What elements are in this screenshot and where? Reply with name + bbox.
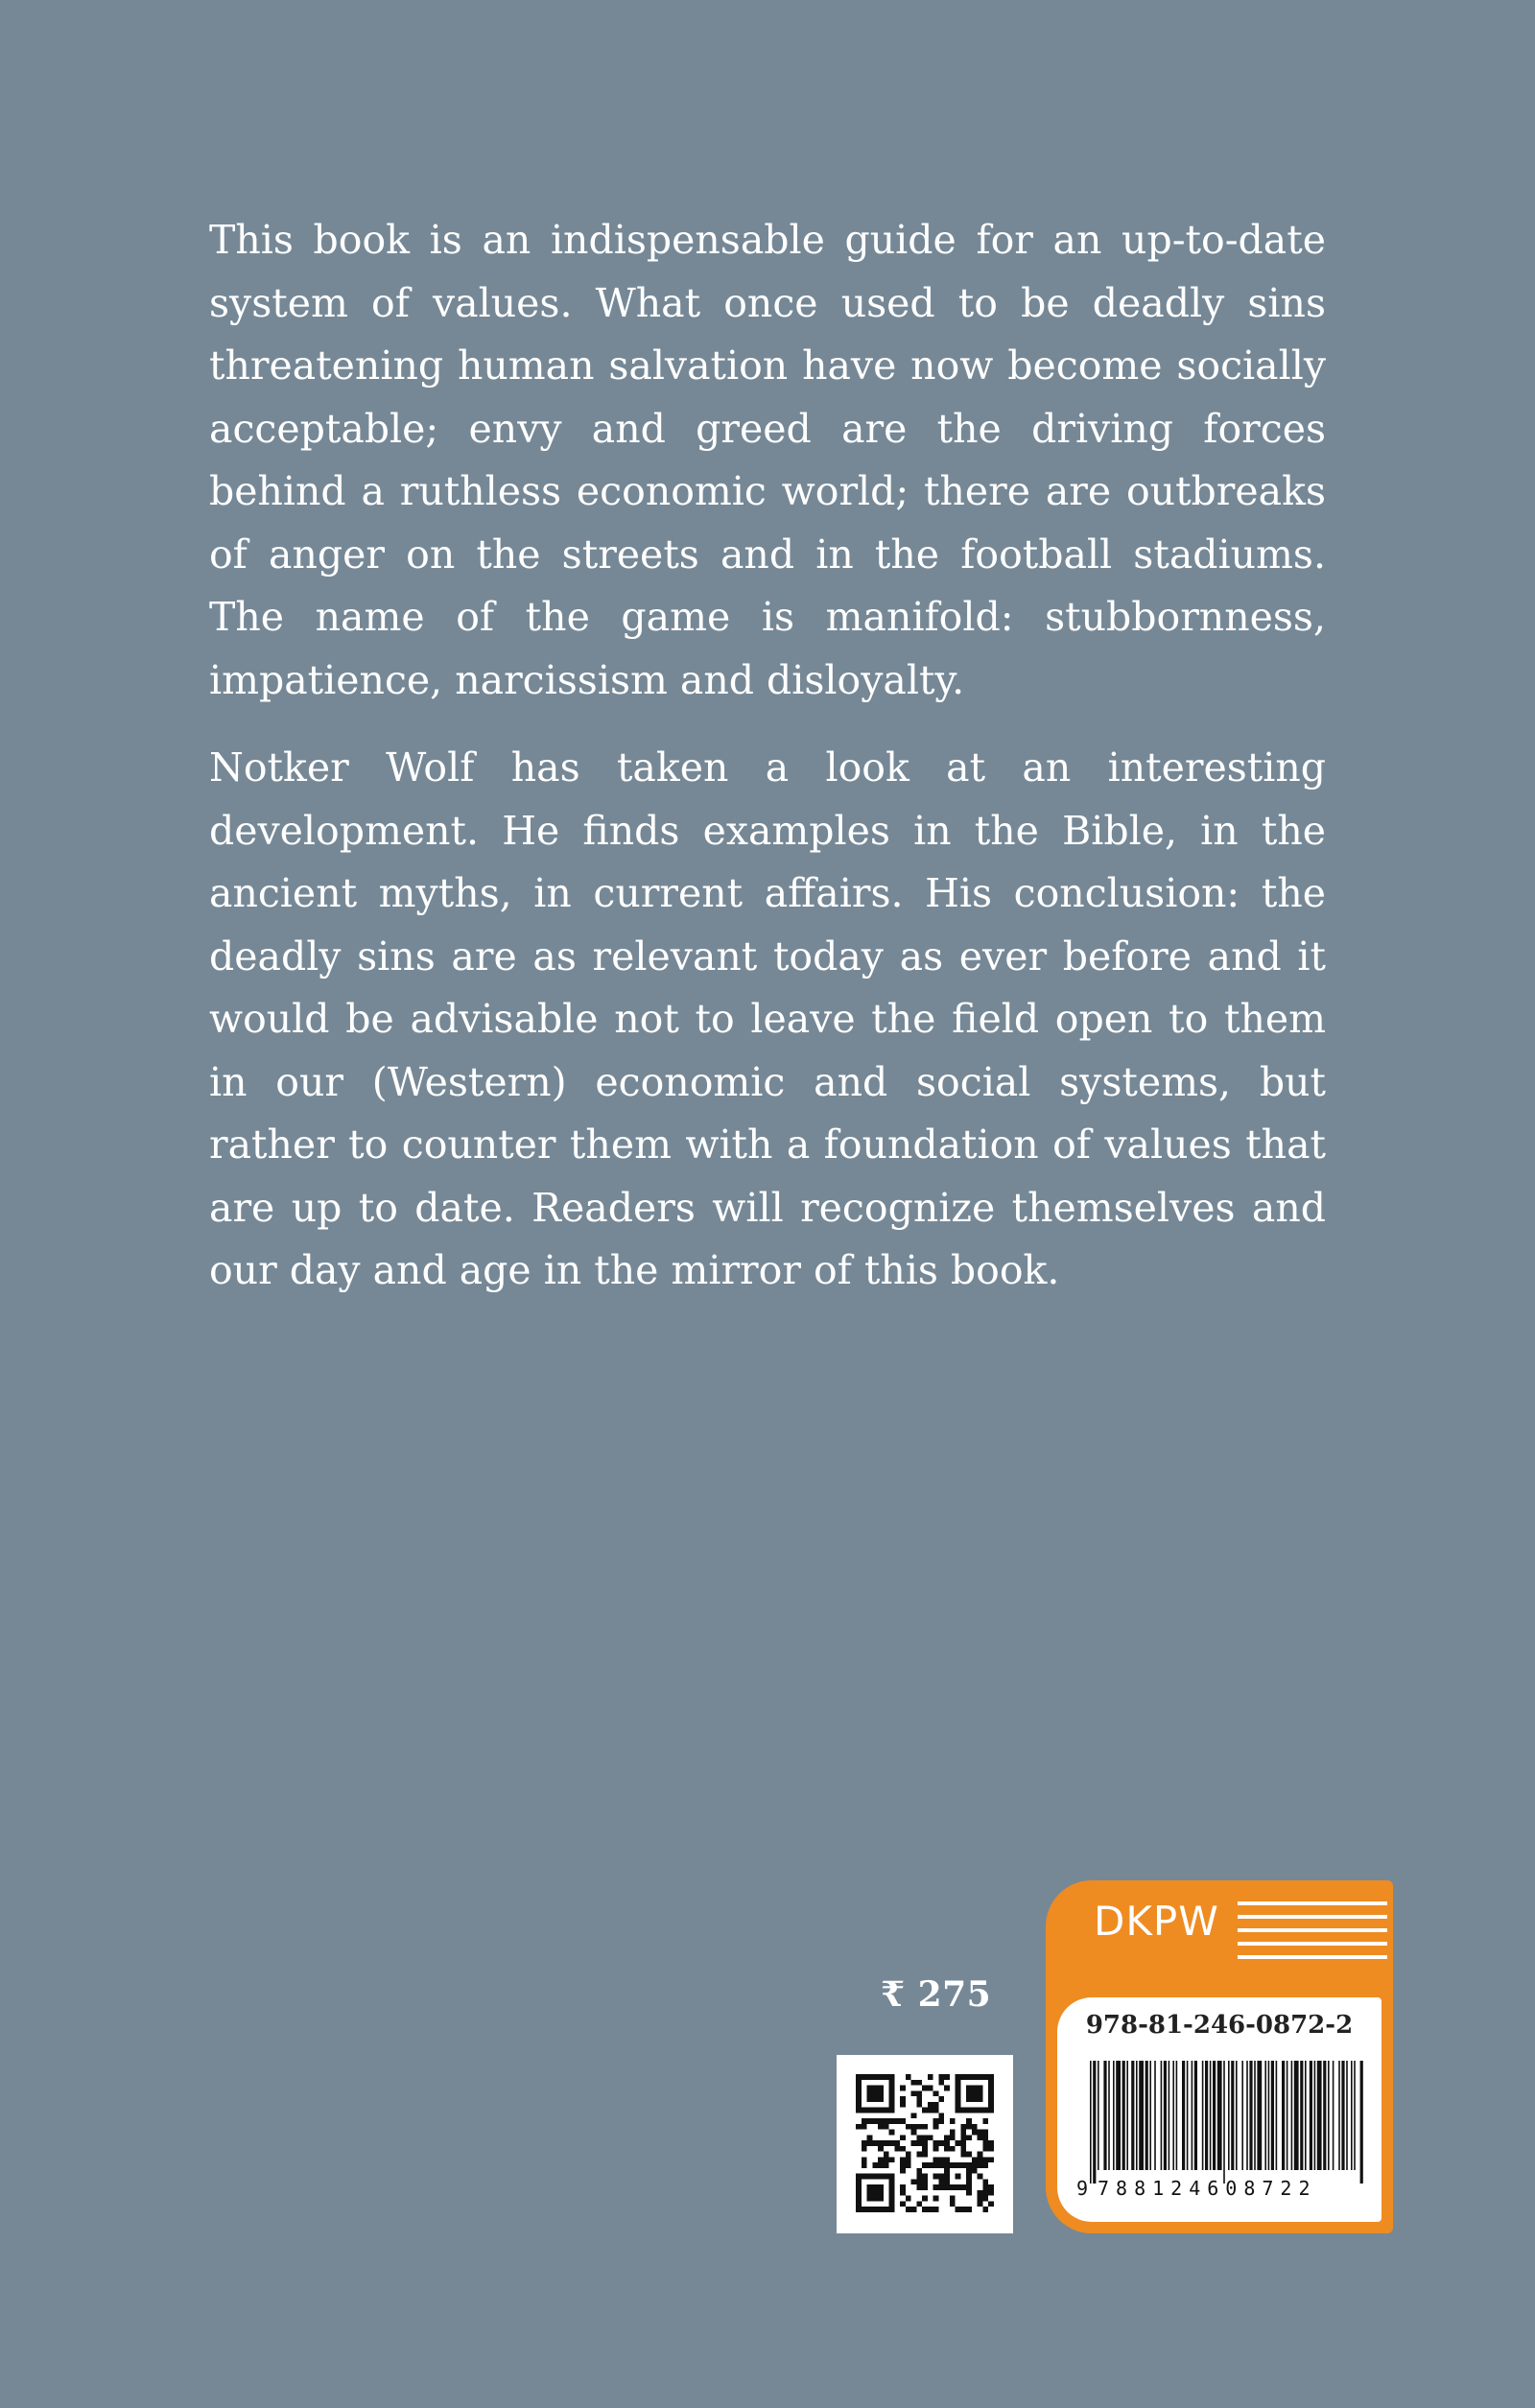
isbn-panel <box>1057 1997 1382 2222</box>
qr-code-icon <box>856 2074 994 2212</box>
blurb-paragraph-2: Notker Wolf has taken a look at an interesting development. He finds examples in the Bible, in the ancient myths, in current affairs. His conclusion: the deadly sins are as relevant today as ever before and it would be advisable not to leave the field open to them in our (Western) economic and social systems, but rather to counter them with a foundation of values that are up to date. Readers will recognize themselves and our day and age in the mirror of this book. <box>209 744 1326 1293</box>
publisher-logo-lines <box>1238 1901 1387 1969</box>
blurb-paragraph-1: This book is an indispensable guide for an up-to-date system of values. What once used to be deadly sins threatening human salvation have now become socially acceptable; envy and greed are the driving forces behind a ruthless economic world; there are outbreaks of anger on the streets and in the football stadiums. The name of the game is manifold: stubbornness, impatience, narcissism and disloyalty. <box>209 217 1326 703</box>
isbn-number: 978-81-246-0872-2 <box>1085 2011 1354 2040</box>
back-cover-blurb <box>209 209 1326 1328</box>
publisher-logo: DKPW <box>1094 1898 1219 1945</box>
barcode-digits-rest: 788124608722 <box>1098 2177 1317 2200</box>
isbn-block <box>1046 1880 1393 2233</box>
price-label: ₹ 275 <box>881 1974 992 2015</box>
barcode <box>1076 2061 1364 2205</box>
barcode-digit-first: 9 <box>1076 2177 1089 2200</box>
qr-code <box>837 2055 1013 2233</box>
